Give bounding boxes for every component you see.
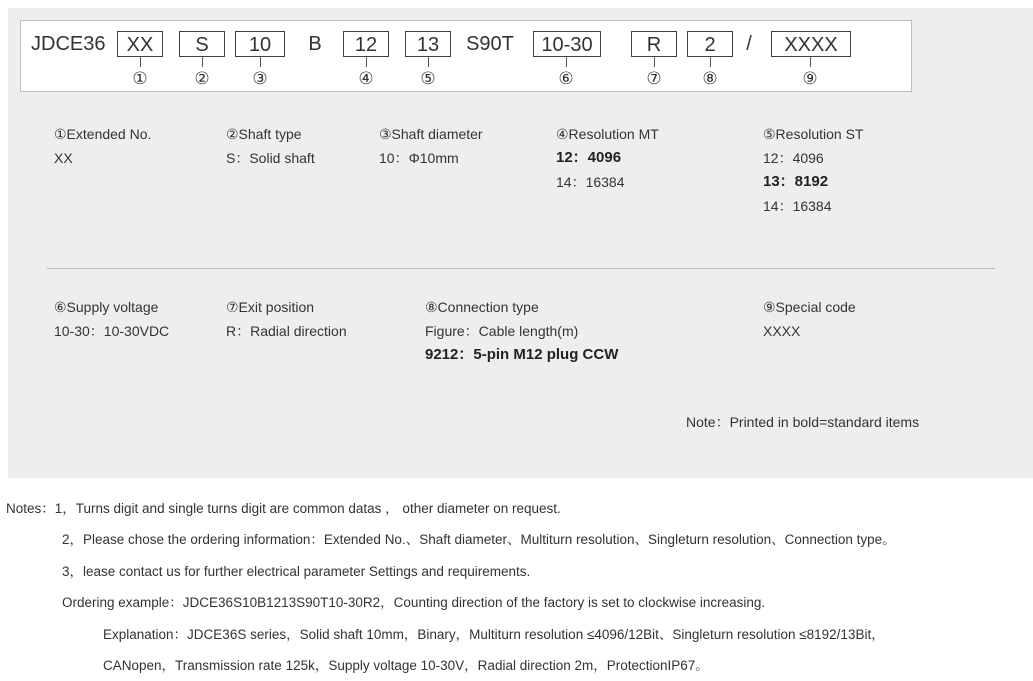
tick-3 — [260, 57, 261, 67]
tick-5 — [428, 57, 429, 67]
desc-connection-type-value: Figure：Cable length(m) — [425, 323, 579, 339]
tick-4 — [366, 57, 367, 67]
tick-1 — [140, 57, 141, 67]
desc-extended-title: ①Extended No. — [54, 126, 152, 142]
desc-exit-position — [226, 295, 347, 343]
desc-connection-type-standard: 9212：5-pin M12 plug CCW — [425, 346, 619, 363]
bold-standard-note: Note：Printed in bold=standard items — [686, 414, 920, 430]
desc-resolution-mt-option: 14：16384 — [556, 174, 625, 190]
code-fixed-b: B — [308, 33, 322, 55]
desc-special-code-value: XXXX — [763, 323, 801, 339]
desc-connection-type — [425, 295, 618, 367]
index-3: ③ — [252, 69, 268, 88]
code-fixed-s90t: S90T — [466, 33, 514, 55]
desc-shaft-type-value: S：Solid shaft — [226, 150, 315, 166]
index-5: ⑤ — [420, 69, 436, 88]
desc-extended-value: XX — [54, 150, 73, 166]
desc-resolution-st — [763, 122, 863, 218]
desc-exit-position-title: ⑦Exit position — [226, 299, 315, 315]
desc-resolution-mt-standard: 12：4096 — [556, 149, 622, 166]
code-segment-connection-type: 2 — [687, 31, 733, 57]
section-divider — [47, 268, 995, 269]
desc-resolution-mt-title: ④Resolution MT — [556, 126, 659, 142]
code-segment-extended: XX — [117, 31, 163, 57]
tick-2 — [202, 57, 203, 67]
code-segment-special: XXXX — [771, 31, 851, 57]
desc-connection-type-title: ⑧Connection type — [425, 299, 539, 315]
desc-supply-voltage-value: 10-30：10-30VDC — [54, 323, 170, 339]
desc-resolution-st-option-2: 14：16384 — [763, 198, 832, 214]
index-7: ⑦ — [646, 69, 662, 88]
tick-9 — [810, 57, 811, 67]
notes-line-1: Notes：1，Turns digit and single turns digit are common datas ， other diameter on request. — [6, 501, 561, 516]
code-segment-supply-voltage: 10-30 — [533, 31, 601, 57]
code-segment-resolution-mt: 12 — [343, 31, 389, 57]
tick-7 — [654, 57, 655, 67]
code-slash: / — [746, 33, 752, 55]
desc-shaft-diameter-title: ③Shaft diameter — [379, 126, 483, 142]
desc-shaft-diameter — [379, 122, 483, 170]
desc-extended — [54, 122, 151, 170]
desc-exit-position-value: R：Radial direction — [226, 323, 347, 339]
tick-8 — [710, 57, 711, 67]
tick-6 — [566, 57, 567, 67]
ordering-example: Ordering example：JDCE36S10B1213S90T10-30R2，Counting direction of the factory is set to clockwise increasing. — [62, 595, 766, 610]
desc-supply-voltage — [54, 295, 169, 343]
index-8: ⑧ — [702, 69, 718, 88]
code-segment-exit-position: R — [631, 31, 677, 57]
desc-special-code — [763, 295, 856, 343]
desc-shaft-type-title: ②Shaft type — [226, 126, 302, 142]
desc-supply-voltage-title: ⑥Supply voltage — [54, 299, 159, 315]
spec-panel — [8, 8, 1033, 478]
ordering-code-bar — [20, 20, 912, 92]
index-9: ⑨ — [802, 69, 818, 88]
code-segment-shaft-diameter: 10 — [235, 31, 285, 57]
desc-resolution-st-standard: 13：8192 — [763, 173, 829, 190]
explanation-line-2: CANopen，Transmission rate 125k，Supply voltage 10-30V，Radial direction 2m，ProtectionIP67。 — [103, 658, 709, 673]
index-6: ⑥ — [558, 69, 574, 88]
desc-shaft-diameter-value: 10：Φ10mm — [379, 150, 459, 166]
notes-line-3: 3，lease contact us for further electrical parameter Settings and requirements. — [62, 564, 531, 579]
desc-resolution-st-title: ⑤Resolution ST — [763, 126, 864, 142]
desc-shaft-type — [226, 122, 315, 170]
index-2: ② — [194, 69, 210, 88]
desc-resolution-mt — [556, 122, 659, 194]
desc-special-code-title: ⑨Special code — [763, 299, 856, 315]
code-segment-shaft-type: S — [179, 31, 225, 57]
index-1: ① — [132, 69, 148, 88]
notes-line-2: 2，Please chose the ordering information：Extended No.、Shaft diameter、Multiturn resolution、Singleturn resolution、Connection type。 — [62, 532, 896, 547]
desc-resolution-st-option-1: 12：4096 — [763, 150, 824, 166]
code-prefix: JDCE36 — [31, 33, 106, 55]
index-4: ④ — [358, 69, 374, 88]
code-segment-resolution-st: 13 — [405, 31, 451, 57]
explanation-line-1: Explanation：JDCE36S series，Solid shaft 10mm，Binary，Multiturn resolution ≤4096/12Bit、Singleturn resolution ≤8192/13Bit， — [103, 627, 885, 642]
